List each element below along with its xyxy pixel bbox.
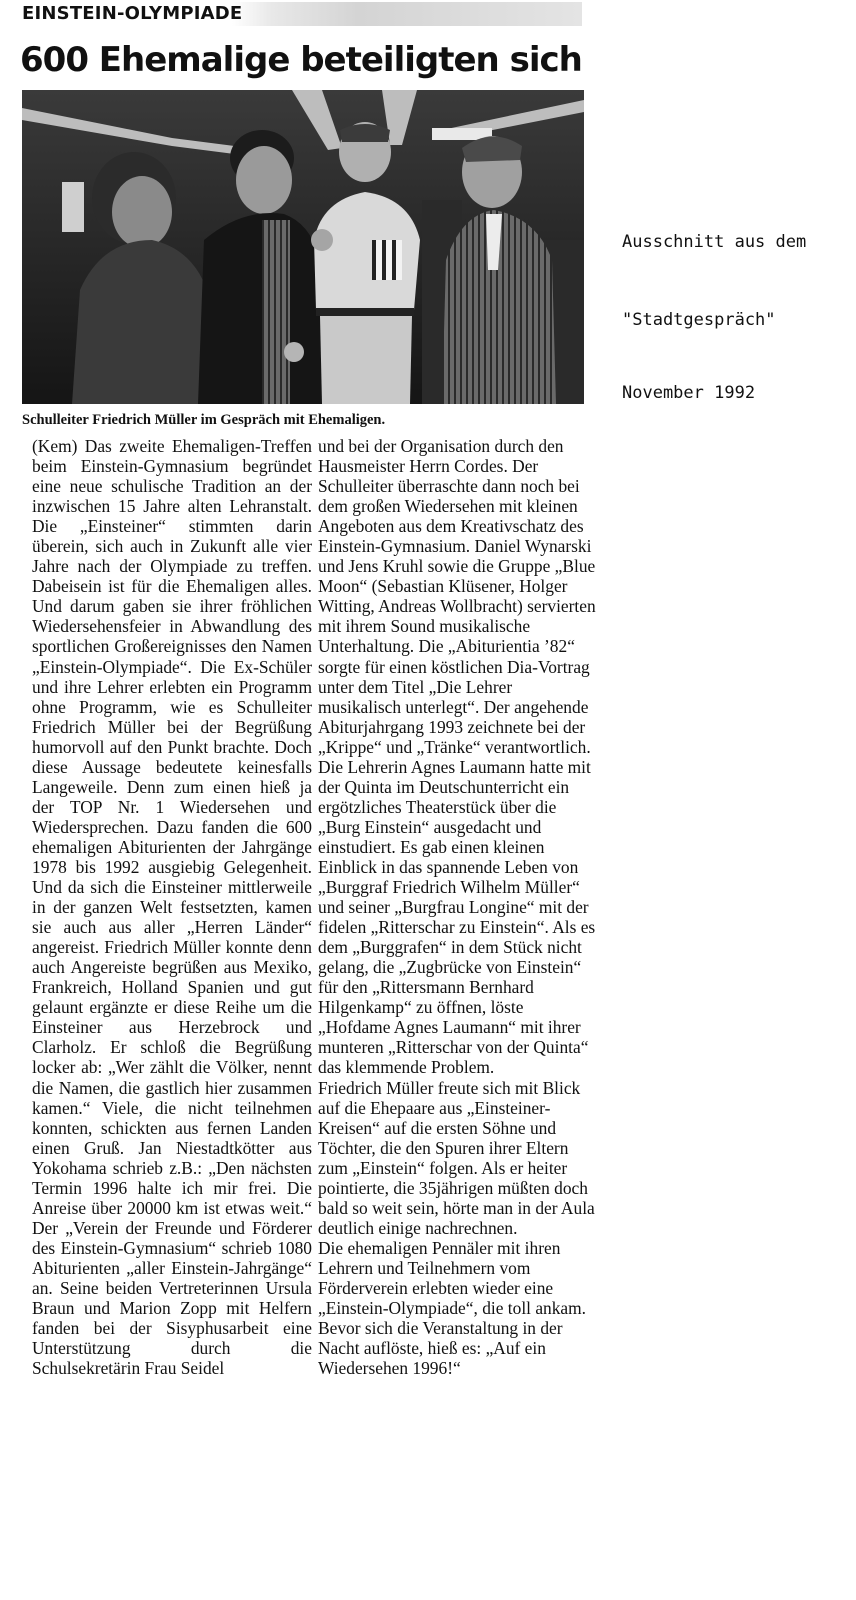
side-note-date: November 1992 <box>622 383 756 403</box>
column-2-paragraph: und bei der Organisation durch den Hausmeister Herrn Cordes. Der Schulleiter überraschte dann noch bei dem großen Wiedersehen mit kleinen Angeboten aus dem Kreativschatz des Einstein-Gymnasium. Daniel Wynarski und Jens Kruhl sowie die Gruppe „Blue Moon“ (Sebastian Klüsener, Holger Witting, Andreas Wollbracht) servierten mit ihrem Sound musikalische Unterhaltung. Die „Abiturientia ’82“ sorgte für einen köstlichen Dia-Vortrag unter dem Titel „Die Lehrer musikalisch unterlegt“. Der angehende Abiturjahrgang 1993 zeichnete bei der „Krippe“ und „Tränke“ verantwortlich. <box>318 436 596 757</box>
article-column-2 <box>318 436 598 1378</box>
side-note-source-line: Ausschnitt aus dem <box>622 232 807 252</box>
article-headline: 600 Ehemalige beteiligten sich <box>20 40 582 80</box>
article-kicker: EINSTEIN-OLYMPIADE <box>22 2 582 26</box>
column-1-text: (Kem) Das zweite Ehemaligen-Treffen beim Einstein-Gymnasium begründet eine neue schulische Tradition an der inzwischen 15 Jahre alten Lehranstalt. Die „Einsteiner“ stimmten darin überein, sich auch in Zukunft alle vier Jahre nach der Olympiade zu treffen. Dabeisein ist für die Ehemaligen alles. Und darum gaben sie ihrer fröhlichen Wiedersehensfeier in Abwandlung des sportlichen Großereignisses den Namen „Einstein-Olympiade“. Die Ex-Schüler und ihre Lehrer erlebten ein Programm ohne Programm, wie es Schulleiter Friedrich Müller bei der Begrüßung humorvoll auf den Punkt brachte. Doch diese Aussage bedeutete keinesfalls Langeweile. Denn zum einen hieß ja der TOP Nr. 1 Wiedersehen und Wiedersprechen. Dazu fanden die 600 ehemaligen Abiturienten der Jahrgänge 1978 bis 1992 ausgiebig Gelegenheit. Und da sich die Einsteiner mittlerweile in der ganzen Welt festsetzten, kamen sie auch aus aller „Herren Länder“ angereist. Friedrich Müller konnte denn auch Angereiste begrüßen aus Mexiko, Frankreich, Holland Spanien und gut gelaunt ergänzte er diese Reihe um die Einsteiner aus Herzebrock und Clarholz. Er schloß die Begrüßung locker ab: „Wer zählt die Völker, nennt die Namen, die gastlich hier zusammen kamen.“ Viele, die nicht teilnehmen konnten, schickten aus fernen Landen einen Gruß. Jan Niestadtkötter aus Yokohama schrieb z.B.: „Den nächsten Termin 1996 halte ich mir frei. Die Anreise über 20000 km ist etwas weit.“ Der „Verein der Freunde und Förderer des Einstein-Gymnasium“ schrieb 1080 Abiturienten „aller Einstein-Jahrgänge“ an. Seine beiden Vertreterinnen Ursula Braun und Marion Zopp mit Helfern fanden bei der Sisyphusarbeit eine Unterstützung durch die Schulsekretärin Frau Seidel <box>32 436 312 1379</box>
photo-caption: Schulleiter Friedrich Müller im Gespräch mit Ehemaligen. <box>22 412 386 428</box>
column-2-paragraph: Friedrich Müller freute sich mit Blick auf die Ehepaare aus „Einsteiner-Kreisen“ auf die ersten Söhne und Töchter, die den Spuren ihrer Eltern zum „Einstein“ folgen. Als er heiter pointierte, die 35jährigen müßten doch bald so weit sein, hörte man in der Aula deutlich einige nachrechnen. <box>318 1077 595 1238</box>
article-photo <box>22 90 584 404</box>
side-note-publication: "Stadtgespräch" <box>622 310 776 330</box>
column-2-paragraph: Die ehemaligen Pennäler mit ihren Lehrern und Teilnehmern vom Förderverein erlebten wieder eine „Einstein-Olympiade“, die toll ankam. Bevor sich die Veranstaltung in der Nacht auflöste, hieß es: „Auf ein Wiedersehen 1996!“ <box>318 1237 587 1379</box>
column-2-paragraph: Die Lehrerin Agnes Laumann hatte mit der Quinta im Deutschunterricht ein ergötzliches Theaterstück über die „Burg Einstein“ ausgedacht und einstudiert. Es gab einen kleinen Einblick in das spannende Leben von „Burggraf Friedrich Wilhelm Müller“ und seiner „Burgfrau Longine“ mit der fidelen „Ritterschar zu Einstein“. Als es dem „Burggrafen“ in dem Stück nicht gelang, die „Zugbrücke von Einstein“ für den „Rittersmann Bernhard Hilgenkamp“ zu öffnen, löste „Hofdame Agnes Laumann“ mit ihrer munteren „Ritterschar von der Quinta“ das klemmende Problem. <box>318 756 596 1078</box>
group-photo-illustration <box>22 90 584 404</box>
article-column-1 <box>32 436 312 1378</box>
